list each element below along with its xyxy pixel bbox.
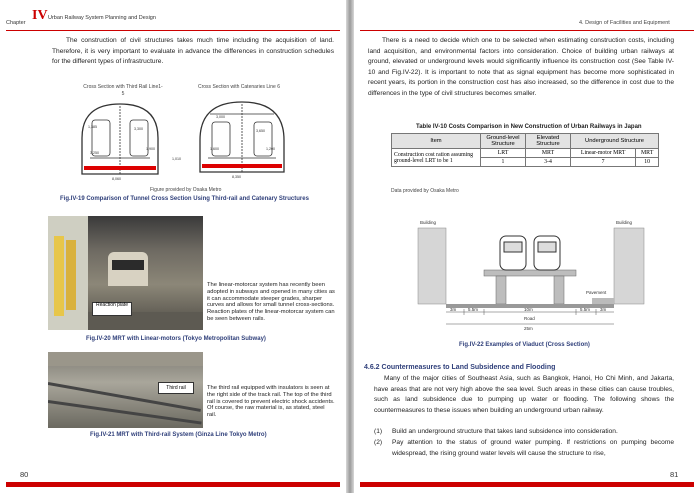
dim-label: 8,350 bbox=[232, 175, 241, 179]
section-paragraph: Many of the major cities of Southeast Asia, such as Bangkok, Hanoi, Ho Chi Minh, and Jakarta, have areas that are not very high above the sea level. Such areas in these cities can cause troubles, such as land subsidence due to pumping up water or flooding. The following shows the countermeasures to these issues when building an underground urban railway. bbox=[374, 375, 674, 414]
catenary-tunnel bbox=[200, 102, 284, 172]
building-right bbox=[614, 228, 644, 304]
header-rule bbox=[360, 30, 694, 31]
linear-motor-photo bbox=[48, 216, 203, 330]
bottom-rule bbox=[6, 482, 340, 487]
dim-label: 3,000 bbox=[216, 115, 225, 119]
list-item-text: Build an underground structure that takes land subsidence into consideration. bbox=[392, 428, 618, 435]
tunnel-left-label: Cross Section with Third Rail Line1-5 bbox=[83, 84, 163, 97]
dim-label: 3,250 bbox=[90, 151, 99, 155]
dim-label: 3,300 bbox=[134, 127, 143, 131]
dim-label: 1,010 bbox=[172, 157, 181, 161]
chapter-title: Urban Railway System Planning and Design bbox=[48, 15, 156, 21]
third-rail-photo bbox=[48, 352, 203, 428]
page-number: 80 bbox=[20, 470, 29, 479]
table-cell: LRT bbox=[481, 149, 526, 158]
dim-label: 3,650 bbox=[256, 129, 265, 133]
intro-paragraph: There is a need to decide which one to be selected when estimating construction costs, including land acquisition, and environmental factors into consideration. Choice of building urban railways at ground, elevated or underground levels would significantly influence its construction cost (See Table IV-10 and Fig.IV-22). It is important to note that as signal equipment has become more sophisticated in recent years, its portion in the construction cost has also increased, so the difference in cost due to the differences in the type of civil structures becomes smaller. bbox=[368, 37, 674, 97]
dim-label: 1,385 bbox=[88, 125, 97, 129]
viaduct-diagram bbox=[416, 208, 646, 334]
table-cell: MRT bbox=[526, 149, 571, 158]
book-gutter bbox=[346, 0, 354, 493]
viaduct-pier bbox=[554, 276, 564, 304]
left-page bbox=[0, 0, 346, 493]
page-number: 81 bbox=[670, 470, 679, 479]
table-cell: 10 bbox=[636, 158, 659, 167]
table-header: Item bbox=[392, 134, 481, 149]
pavement bbox=[592, 298, 614, 304]
table-cell: 1 bbox=[481, 158, 526, 167]
dim-label: 3m bbox=[450, 307, 457, 312]
intro-paragraph: The construction of civil structures takes much time including the acquisition of land. Therefore, it is very important to evaluate in advance the differences in construction schedules for the different types of infrastructure. bbox=[52, 37, 334, 65]
dim-label: 5.5m bbox=[580, 307, 591, 312]
third-rail-text: The third rail equipped with insulators is seen at the right side of the track rail. The top of the third rail is covered to prevent electric shock accidents. Of course, the raw material is, as stated, steel rail. bbox=[207, 385, 335, 419]
bottom-rule bbox=[360, 482, 694, 487]
dim-label: 25m bbox=[524, 326, 533, 331]
dim-label: 1,600 bbox=[210, 147, 219, 151]
reaction-plate-label: Reaction plate bbox=[92, 302, 132, 316]
fig22-caption: Fig.IV-22 Examples of Viaduct (Cross Section) bbox=[459, 342, 590, 348]
fig21-caption: Fig.IV-21 MRT with Third-rail System (Ginza Line Tokyo Metro) bbox=[90, 432, 267, 438]
table-cell: 7 bbox=[571, 158, 636, 167]
tunnel-right-label: Cross Section with Catenaries Line 6 bbox=[198, 84, 280, 90]
third-rail-highlight bbox=[84, 166, 156, 170]
third-rail-tunnel bbox=[82, 104, 158, 174]
fig19-caption: Fig.IV-19 Comparison of Tunnel Cross Section Using Third-rail and Catenary Structures bbox=[60, 196, 309, 202]
table-header: Underground Structure bbox=[571, 134, 659, 149]
table-cell: 3-4 bbox=[526, 158, 571, 167]
table-cell: Construction cost ration assuming ground-level LRT to be 1 bbox=[392, 149, 481, 167]
table-header: Elevated Structure bbox=[526, 134, 571, 149]
dim-label: 8,060 bbox=[112, 177, 121, 181]
chapter-number: IV bbox=[32, 8, 48, 23]
section-heading: 4.6.2 Countermeasures to Land Subsidence and Flooding bbox=[364, 364, 556, 371]
fig20-caption: Fig.IV-20 MRT with Linear-motors (Tokyo Metropolitan Subway) bbox=[86, 336, 266, 342]
list-number: (2) bbox=[374, 439, 383, 446]
road-label: Road bbox=[524, 316, 535, 321]
table-cell: Linear-motor MRT bbox=[571, 149, 636, 158]
dim-label: 1,900 bbox=[146, 147, 155, 151]
dim-label: 3m bbox=[600, 307, 607, 312]
table-cell: MRT bbox=[636, 149, 659, 158]
tunnel-cross-section-diagram bbox=[60, 98, 310, 182]
list-number: (1) bbox=[374, 428, 383, 435]
running-header: 4. Design of Facilities and Equipment bbox=[579, 20, 670, 26]
viaduct-pier bbox=[496, 276, 506, 304]
cost-comparison-table bbox=[391, 133, 659, 167]
figure-credit: Figure provided by Osaka Metro bbox=[150, 187, 222, 193]
building-left bbox=[418, 228, 446, 304]
table-header: Ground-level Structure bbox=[481, 134, 526, 149]
building-right-label: Building bbox=[616, 220, 633, 225]
linear-motor-text: The linear-motorcar system has recently been adopted in subways and opened in many cities as it can accommodate steeper grades, sharper curves and allows for small tunnel cross-sections. Reaction plates of the linear-motorcar system can be seen between rails. bbox=[207, 282, 335, 322]
table-source: Data provided by Osaka Metro bbox=[391, 188, 459, 194]
header-rule bbox=[6, 30, 340, 31]
chapter-word: Chapter bbox=[6, 20, 26, 26]
third-rail-label: Third rail bbox=[158, 382, 194, 394]
right-page bbox=[354, 0, 700, 493]
pavement-label: Pavement bbox=[586, 290, 607, 295]
list-item-text: Pay attention to the status of ground water pumping. If restrictions on pumping become widespread, the rising ground water levels will cause the structure to rise, bbox=[392, 439, 674, 457]
table-title: Table IV-10 Costs Comparison in New Construction of Urban Railways in Japan bbox=[416, 124, 642, 130]
dim-label: 1,200 bbox=[266, 147, 275, 151]
catenary-highlight bbox=[202, 164, 282, 168]
building-left-label: Building bbox=[420, 220, 437, 225]
dim-label: 5.5m bbox=[468, 307, 479, 312]
dim-label: 10m bbox=[524, 307, 533, 312]
